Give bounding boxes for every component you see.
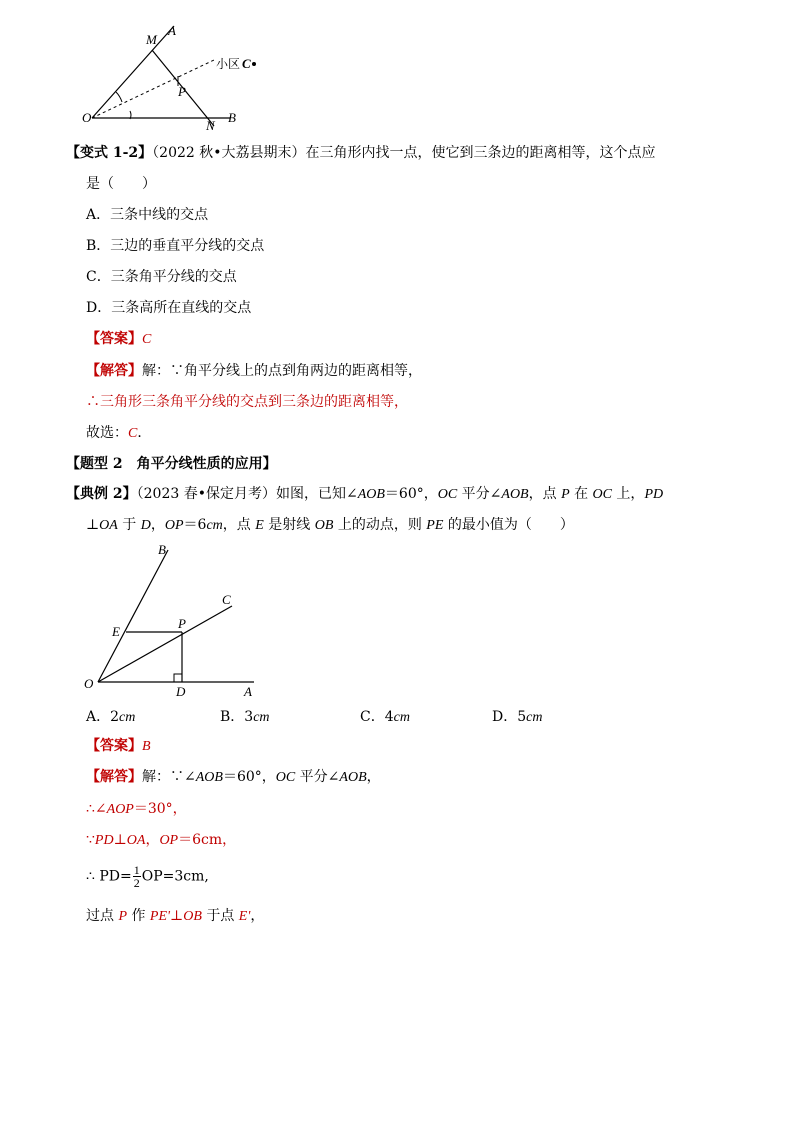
example-solution-3	[86, 830, 236, 851]
s1-mid2: 平分∠	[295, 769, 340, 785]
label-O: O	[82, 110, 92, 125]
frac-num: 1	[133, 863, 140, 877]
example-perp: ⊥	[86, 517, 100, 533]
choice-c-unit: cm	[393, 710, 410, 725]
label2-A: A	[244, 684, 252, 699]
label2-E: E	[112, 624, 120, 639]
example-oc: OC	[437, 487, 458, 502]
example-solution-5	[86, 906, 264, 927]
choice-a-unit: cm	[119, 710, 136, 725]
example-choice-c	[360, 706, 410, 726]
variant-answer-value: C	[142, 332, 152, 347]
variant-option-b: B．三边的垂直平分线的交点	[86, 238, 265, 254]
example-choice-d	[492, 706, 542, 726]
example-aob: AOB	[357, 487, 385, 502]
example-l2-t5: 是射线	[263, 517, 315, 533]
example-stem-line1	[66, 484, 663, 505]
s5-mid: 作	[127, 908, 150, 924]
example-stem-line2	[86, 515, 574, 536]
label-C: C	[242, 56, 251, 71]
community-point	[252, 62, 256, 66]
example-pd: PD	[644, 487, 664, 502]
example-e: E	[255, 518, 264, 533]
variant-solution-tag: 【解答】	[86, 363, 142, 379]
choice-c-label: C．4	[360, 709, 394, 725]
example-t6: 上，	[611, 486, 645, 502]
s5-ob: OB	[183, 909, 202, 924]
s1-aob: AOB	[195, 770, 223, 785]
example-solution-tag: 【解答】	[86, 769, 142, 785]
figure-angle-bisector	[80, 540, 270, 702]
example-answer	[86, 736, 151, 757]
figure-angle-community	[80, 22, 270, 134]
example-aob2: AOB	[501, 487, 529, 502]
label-P: P	[178, 84, 186, 99]
s1-end: ，	[366, 769, 381, 785]
s4-pre: ∴ PD=	[86, 868, 132, 885]
choice-d-unit: cm	[526, 710, 543, 725]
example-answer-value: B	[142, 739, 151, 754]
label-B: B	[228, 110, 236, 125]
variant-solution-text1: 解：∵角平分线上的点到角两边的距离相等，	[142, 363, 422, 379]
example-l2-t6: 上的动点，则	[333, 517, 427, 533]
example-source: （2023 春•保定月考）	[136, 486, 276, 502]
example-ob: OB	[314, 518, 334, 533]
example-oc2: OC	[592, 487, 612, 502]
variant-option-c: C．三条角平分线的交点	[86, 269, 237, 285]
variant-option-d: D．三条高所在直线的交点	[86, 300, 252, 316]
variant-tag: 【变式 1-2】	[66, 145, 153, 161]
label-M: M	[146, 32, 157, 47]
example-op: OP	[164, 518, 184, 533]
label2-P: P	[178, 616, 186, 631]
s3-oa: OA	[126, 833, 146, 848]
s3-pd: PD	[94, 833, 114, 848]
example-solution-2	[86, 799, 187, 820]
example-d: D	[140, 518, 151, 533]
s3-perp: ⊥	[113, 832, 127, 848]
label-community: 小区	[216, 57, 241, 71]
example-t5: 在	[569, 486, 593, 502]
s2-aop: AOP	[106, 802, 134, 817]
variant-answer-tag: 【答案】	[86, 331, 142, 347]
variant-conclusion-pre: 故选：	[86, 425, 128, 441]
variant-conclusion-post: ．	[137, 425, 152, 441]
example-solution-4	[86, 864, 209, 889]
frac-den: 2	[133, 876, 140, 890]
label2-O: O	[84, 676, 94, 691]
fraction-one-half	[133, 864, 141, 889]
label-N: N	[206, 118, 215, 133]
label2-D: D	[176, 684, 186, 699]
s1-pre: 解：∵∠	[142, 769, 196, 785]
example-l2-t1: 于	[117, 517, 141, 533]
s3-pre: ∵	[86, 832, 95, 848]
s2-pre: ∴∠	[86, 801, 107, 817]
variant-option-a: A．三条中线的交点	[86, 207, 209, 223]
example-solution-1	[86, 767, 381, 788]
example-t3: 平分∠	[457, 486, 502, 502]
example-answer-tag: 【答案】	[86, 738, 142, 754]
example-cm: cm	[206, 518, 223, 533]
s5-pe: PE'	[149, 909, 171, 924]
example-l2-t2: ，	[150, 517, 165, 533]
example-choice-a	[86, 706, 135, 726]
example-p: P	[561, 487, 570, 502]
choice-a-label: A．2	[86, 709, 120, 725]
s3-op: OP	[159, 833, 179, 848]
example-t2: ＝60°，	[384, 486, 438, 502]
choice-b-unit: cm	[253, 710, 270, 725]
label2-C: C	[222, 592, 231, 607]
type2-title: 【题型 2 角平分线性质的应用】	[66, 456, 277, 472]
s3-end: ＝6cm，	[178, 832, 237, 848]
s1-aob2: AOB	[339, 770, 367, 785]
example-tag: 【典例 2】	[66, 486, 137, 502]
example-l2-t7: 的最小值为（ ）	[443, 517, 574, 533]
example-pe: PE	[426, 518, 444, 533]
choice-b-label: B．3	[220, 709, 254, 725]
variant-conclusion	[86, 423, 151, 444]
variant-solution-2: ∴三角形三条角平分线的交点到三条边的距离相等，	[86, 394, 408, 410]
s1-mid: ＝60°，	[222, 769, 276, 785]
s1-oc: OC	[275, 770, 296, 785]
s3-mid: ，	[145, 832, 160, 848]
example-t1: 如图，已知∠	[275, 486, 358, 502]
s4-end: OP=3cm,	[141, 868, 209, 885]
s5-end: ，	[250, 908, 265, 924]
example-t4: ，点	[528, 486, 562, 502]
variant-answer	[86, 329, 151, 350]
example-l2-t4: ，点	[222, 517, 256, 533]
variant-solution-1	[86, 361, 422, 381]
variant-conclusion-value: C	[128, 426, 138, 441]
variant-source: （2022 秋•大荔县期末）	[152, 145, 306, 161]
label-A: A	[168, 23, 176, 38]
example-oa: OA	[99, 518, 118, 533]
example-l2-t3: ＝6	[183, 517, 207, 533]
s5-perp: ⊥	[170, 908, 184, 924]
s5-pre: 过点	[86, 908, 119, 924]
variant-stem-a: 在三角形内找一点，使它到三条边的距离相等，这个点应	[305, 145, 656, 161]
label2-B: B	[158, 542, 166, 557]
variant-stem-line2: 是（ ）	[86, 176, 156, 192]
choice-d-label: D．5	[492, 709, 527, 725]
s5-p: P	[118, 909, 128, 924]
variant-stem-line1	[66, 143, 656, 163]
s2-end: ＝30°，	[133, 801, 187, 817]
example-choice-b	[220, 706, 270, 726]
s5-e: E'	[238, 909, 251, 924]
s5-mid2: 于点	[201, 908, 239, 924]
